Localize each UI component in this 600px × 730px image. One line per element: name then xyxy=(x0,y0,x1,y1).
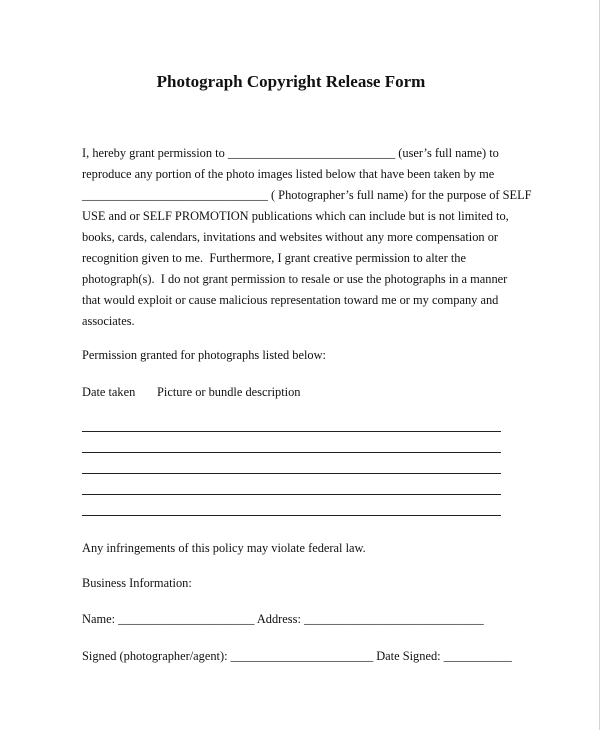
paragraph-line: associates. xyxy=(82,314,135,328)
blank-photo-row[interactable] xyxy=(82,473,501,474)
paragraph-line: that would exploit or cause malicious representation toward me or my company and xyxy=(82,293,499,307)
form-title: Photograph Copyright Release Form xyxy=(156,72,426,91)
business-info-label: Business Information: xyxy=(82,576,192,590)
infringement-notice: Any infringements of this policy may violate federal law. xyxy=(82,541,366,555)
permission-heading: Permission granted for photographs listed below: xyxy=(82,348,326,362)
paragraph-line: books, cards, calendars, invitations and websites without any more compensation or xyxy=(82,230,499,244)
blank-photo-row[interactable] xyxy=(82,494,501,495)
blank-photo-row[interactable] xyxy=(82,431,501,432)
paragraph-line: photograph(s). I do not grant permission to resale or use the photographs in a manner xyxy=(82,272,508,286)
name-address-line: Name: ______________________ Address: _____________________________ xyxy=(82,612,484,626)
blank-photo-row[interactable] xyxy=(82,452,501,453)
paragraph-line: reproduce any portion of the photo images listed below that have been taken by me xyxy=(82,167,495,181)
blank-photo-row[interactable] xyxy=(82,515,501,516)
paragraph-line: USE and or SELF PROMOTION publications which can include but is not limited to, xyxy=(82,209,509,223)
paragraph-line: I, hereby grant permission to ___________________________ (user’s full name) to xyxy=(82,146,499,160)
signature-line: Signed (photographer/agent): _______________________ Date Signed: ___________ xyxy=(82,649,512,663)
paragraph-line: recognition given to me. Furthermore, I grant creative permission to alter the xyxy=(82,251,466,265)
columns-header: Date taken Picture or bundle description xyxy=(82,385,301,399)
paragraph-line: ______________________________ ( Photographer’s full name) for the purpose of SELF xyxy=(82,188,532,202)
